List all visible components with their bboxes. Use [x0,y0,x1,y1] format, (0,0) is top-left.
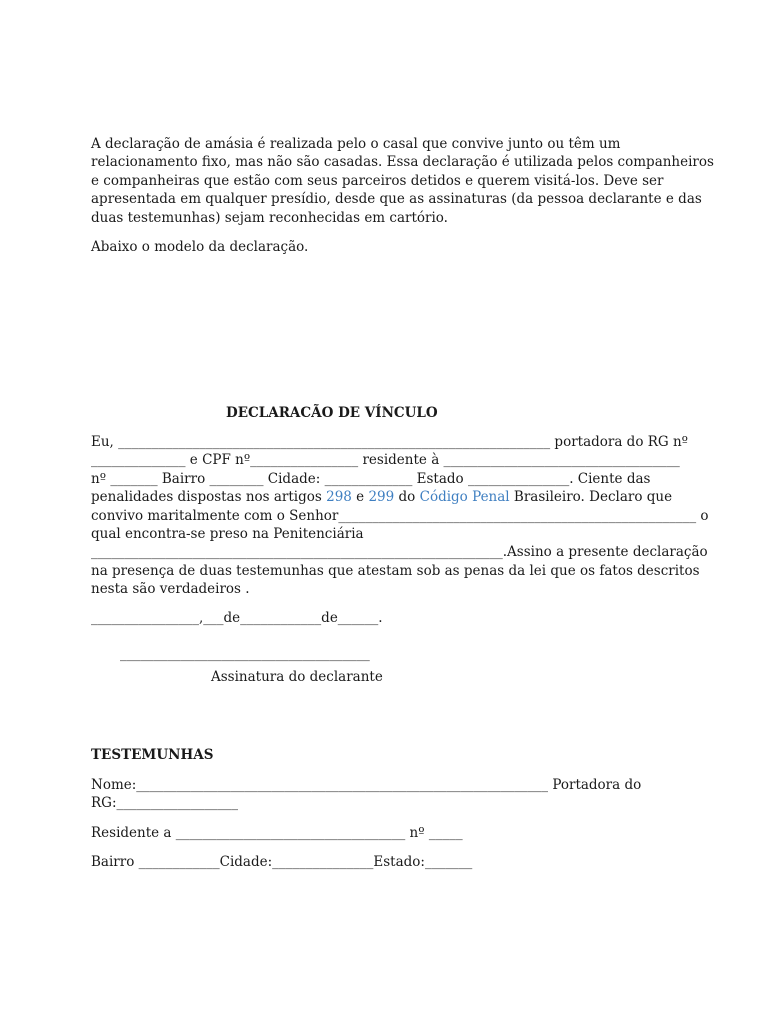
witnesses-title: TESTEMUNHAS [91,747,214,763]
declaration-line: _____________________________________________________________.Assino a presente declaração [91,544,708,561]
declaration-text: Brasileiro. Declaro que [509,489,673,506]
declaration-line: ______________ e CPF nº________________ residente à ___________________________________ [91,452,680,469]
intro-line: A declaração de amásia é realizada pelo o casal que convive junto ou têm um [91,136,621,152]
codigo-penal-link[interactable]: Código Penal [419,489,510,506]
article-299-link[interactable]: 299 [368,489,395,506]
declaration-line: Eu, ________________________________________________________________ portadora do RG nº [91,434,689,450]
declaration-body [91,433,709,599]
declaration-line: nº _______ Bairro ________ Cidade: _____________ Estado _______________. Ciente das [91,470,651,487]
witness-address-field [91,824,681,842]
intro-paragraph [91,135,714,227]
declaration-line: convivo maritalmente com o Senhor_____________________________________________________ o [91,507,709,524]
witness-rg-line: RG:__________________ [91,795,238,812]
declaration-line: na presença de duas testemunhas que atestam sob as penas da lei que os fatos descritos [91,562,700,579]
intro-line: duas testemunhas) sejam reconhecidas em cartório. [91,209,448,226]
witness-location-line: Bairro ____________Cidade:_______________Estado:_______ [91,854,473,870]
declaration-text: penalidades dispostas nos artigos [91,489,327,506]
signature-line: _____________________________________ [120,646,370,662]
declaration-line-with-links [91,488,681,506]
witness-name-field [91,776,681,813]
declaration-line: nesta são verdadeiros . [91,581,250,598]
signature-label: Assinatura do declarante [211,669,383,685]
declaration-text: e [351,489,369,506]
witness-location-field [91,853,681,871]
declaration-line: qual encontra-se preso na Penitenciária [91,525,364,542]
intro-line: relacionamento fixo, mas não são casadas. Essa declaração é utilizada pelos companheiros [91,154,714,171]
declaration-text: do [394,489,420,506]
declaration-title: DECLARACÃO DE VÍNCULO [226,405,438,421]
intro-line: apresentada em qualquer presídio, desde que as assinaturas (da pessoa declarante e das [91,191,702,208]
date-line-text: ________________,___de____________de______. [91,610,383,626]
witness-name-line: Nome:_____________________________________________________________ Portadora do [91,777,642,793]
intro-line: e companheiras que estão com seus parceiros detidos e querem visitá-los. Deve ser [91,172,664,189]
date-line [91,609,681,627]
article-298-link[interactable]: 298 [326,489,352,506]
model-note [91,238,681,256]
model-note-text: Abaixo o modelo da declaração. [91,239,309,255]
witness-address-line: Residente a __________________________________ nº _____ [91,825,463,841]
